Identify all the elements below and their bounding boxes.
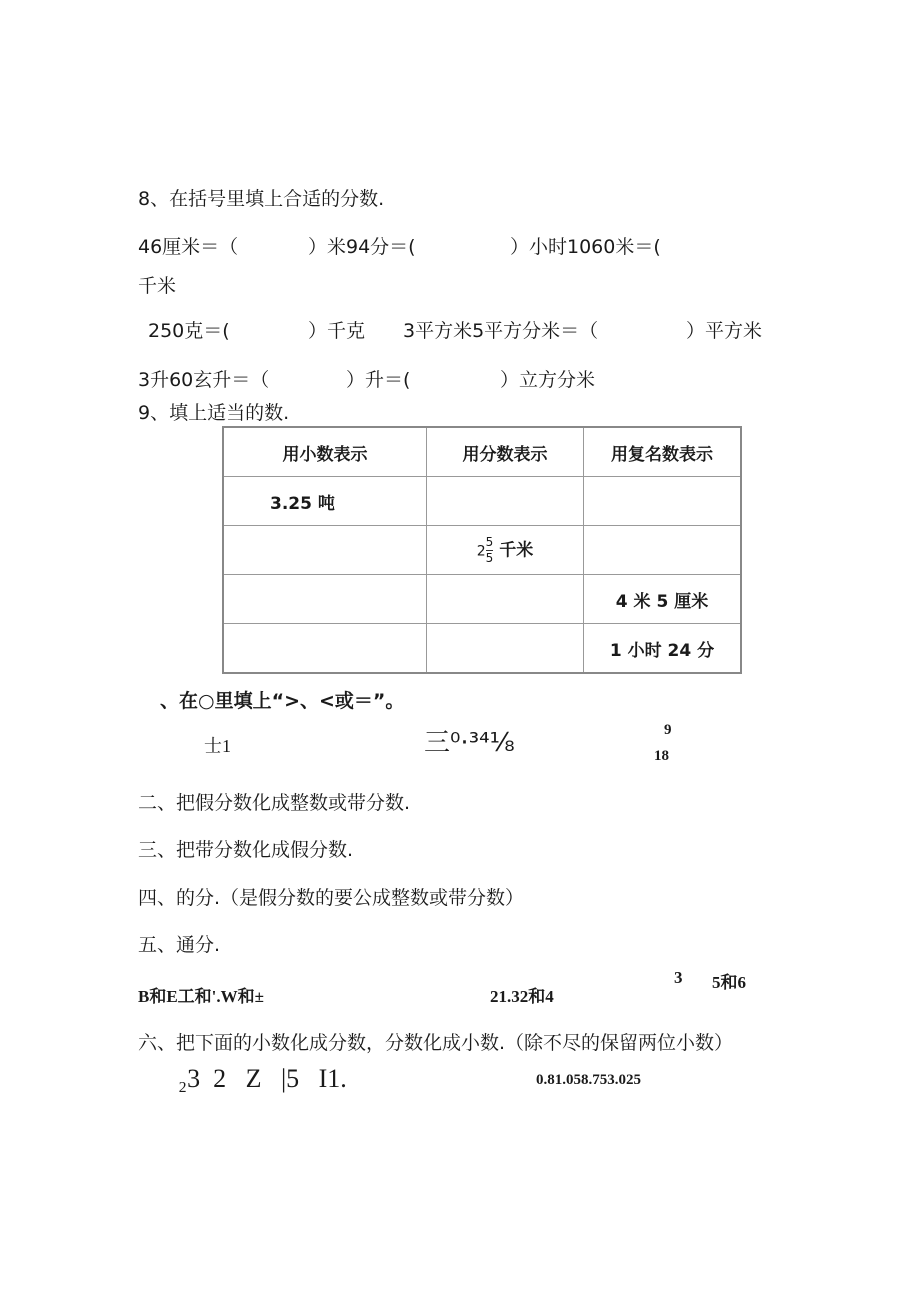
q8-row2-b: ）千克 (308, 320, 366, 342)
table-row (223, 624, 741, 674)
frac-denominator: 5 (485, 550, 494, 565)
section-6-decimals: 0.81.058.753.025 (536, 1072, 641, 1088)
q8-row1-a: 46厘米＝（ (138, 236, 239, 258)
cell-r3-compound: 4 米 5 厘米 (584, 575, 742, 624)
cell-r2-fraction (427, 526, 584, 575)
mixed-fraction (486, 535, 494, 566)
table-row (223, 526, 741, 575)
q10-item3-top: 9 (664, 722, 672, 738)
section-6-fractions: ₂3 2 Z |5 I1. (178, 1064, 347, 1093)
header-decimal: 用小数表示 (223, 427, 427, 477)
cell-r3-decimal[interactable] (223, 575, 427, 624)
cell-r1-compound[interactable] (584, 477, 742, 526)
q8-row1-b: ）米94分＝( (308, 236, 416, 258)
section-3-title: 三、把带分数化成假分数. (138, 839, 354, 861)
fraction-unit: 千米 (499, 540, 534, 560)
table-row (223, 477, 741, 526)
section-5-pair-d: 5和6 (712, 973, 746, 992)
cell-r1-fraction[interactable] (427, 477, 584, 526)
section-5-pair-c: 3 (674, 968, 683, 987)
header-fraction: 用分数表示 (427, 427, 584, 477)
q8-row3-b: ）升＝( (346, 369, 411, 391)
q10-item1: 士1 (204, 736, 231, 756)
table-row (223, 575, 741, 624)
q10-title: 、在○里填上“>、<或＝”。 (160, 690, 405, 712)
conversion-table (222, 426, 742, 674)
section-5-title: 五、通分. (138, 934, 221, 956)
section-6-title: 六、把下面的小数化成分数，分数化成小数.（除不尽的保留两位小数） (138, 1032, 734, 1054)
q10-item2: 三⁰·³⁴⅟₈ (424, 728, 515, 758)
q8-row1-c: ）小时1060米＝( (510, 236, 661, 258)
cell-r2-compound[interactable] (584, 526, 742, 575)
frac-numerator: 5 (485, 534, 494, 549)
cell-r1-decimal: 3.25 吨 (223, 477, 427, 526)
q8-row3-c: ）立方分米 (500, 369, 596, 391)
q8-row2-a: 250克＝( (148, 320, 230, 342)
q8-row3-a: 3升60玄升＝（ (138, 369, 270, 391)
cell-r2-decimal[interactable] (223, 526, 427, 575)
section-4-title: 四、的分.（是假分数的要公成整数或带分数） (138, 887, 525, 909)
section-5-pair-b: 21.32和4 (490, 987, 554, 1006)
table-header-row (223, 427, 741, 477)
q8-row2-d: ）平方米 (686, 320, 763, 342)
cell-r4-decimal[interactable] (223, 624, 427, 674)
section-5-pair-a: B和E工和'.W和± (138, 987, 264, 1006)
q8-row2-c: 3平方米5平方分米＝（ (403, 320, 599, 342)
cell-r4-fraction[interactable] (427, 624, 584, 674)
cell-r4-compound: 1 小时 24 分 (584, 624, 742, 674)
header-compound: 用复名数表示 (584, 427, 742, 477)
mixed-whole: 2 (476, 543, 486, 559)
q10-item3-bottom: 18 (654, 748, 669, 764)
q9-title: 9、填上适当的数. (138, 402, 290, 424)
q8-title: 8、在括号里填上合适的分数. (138, 188, 385, 210)
cell-r3-fraction[interactable] (427, 575, 584, 624)
q8-row1-cont: 千米 (138, 275, 177, 297)
section-2-title: 二、把假分数化成整数或带分数. (138, 792, 411, 814)
